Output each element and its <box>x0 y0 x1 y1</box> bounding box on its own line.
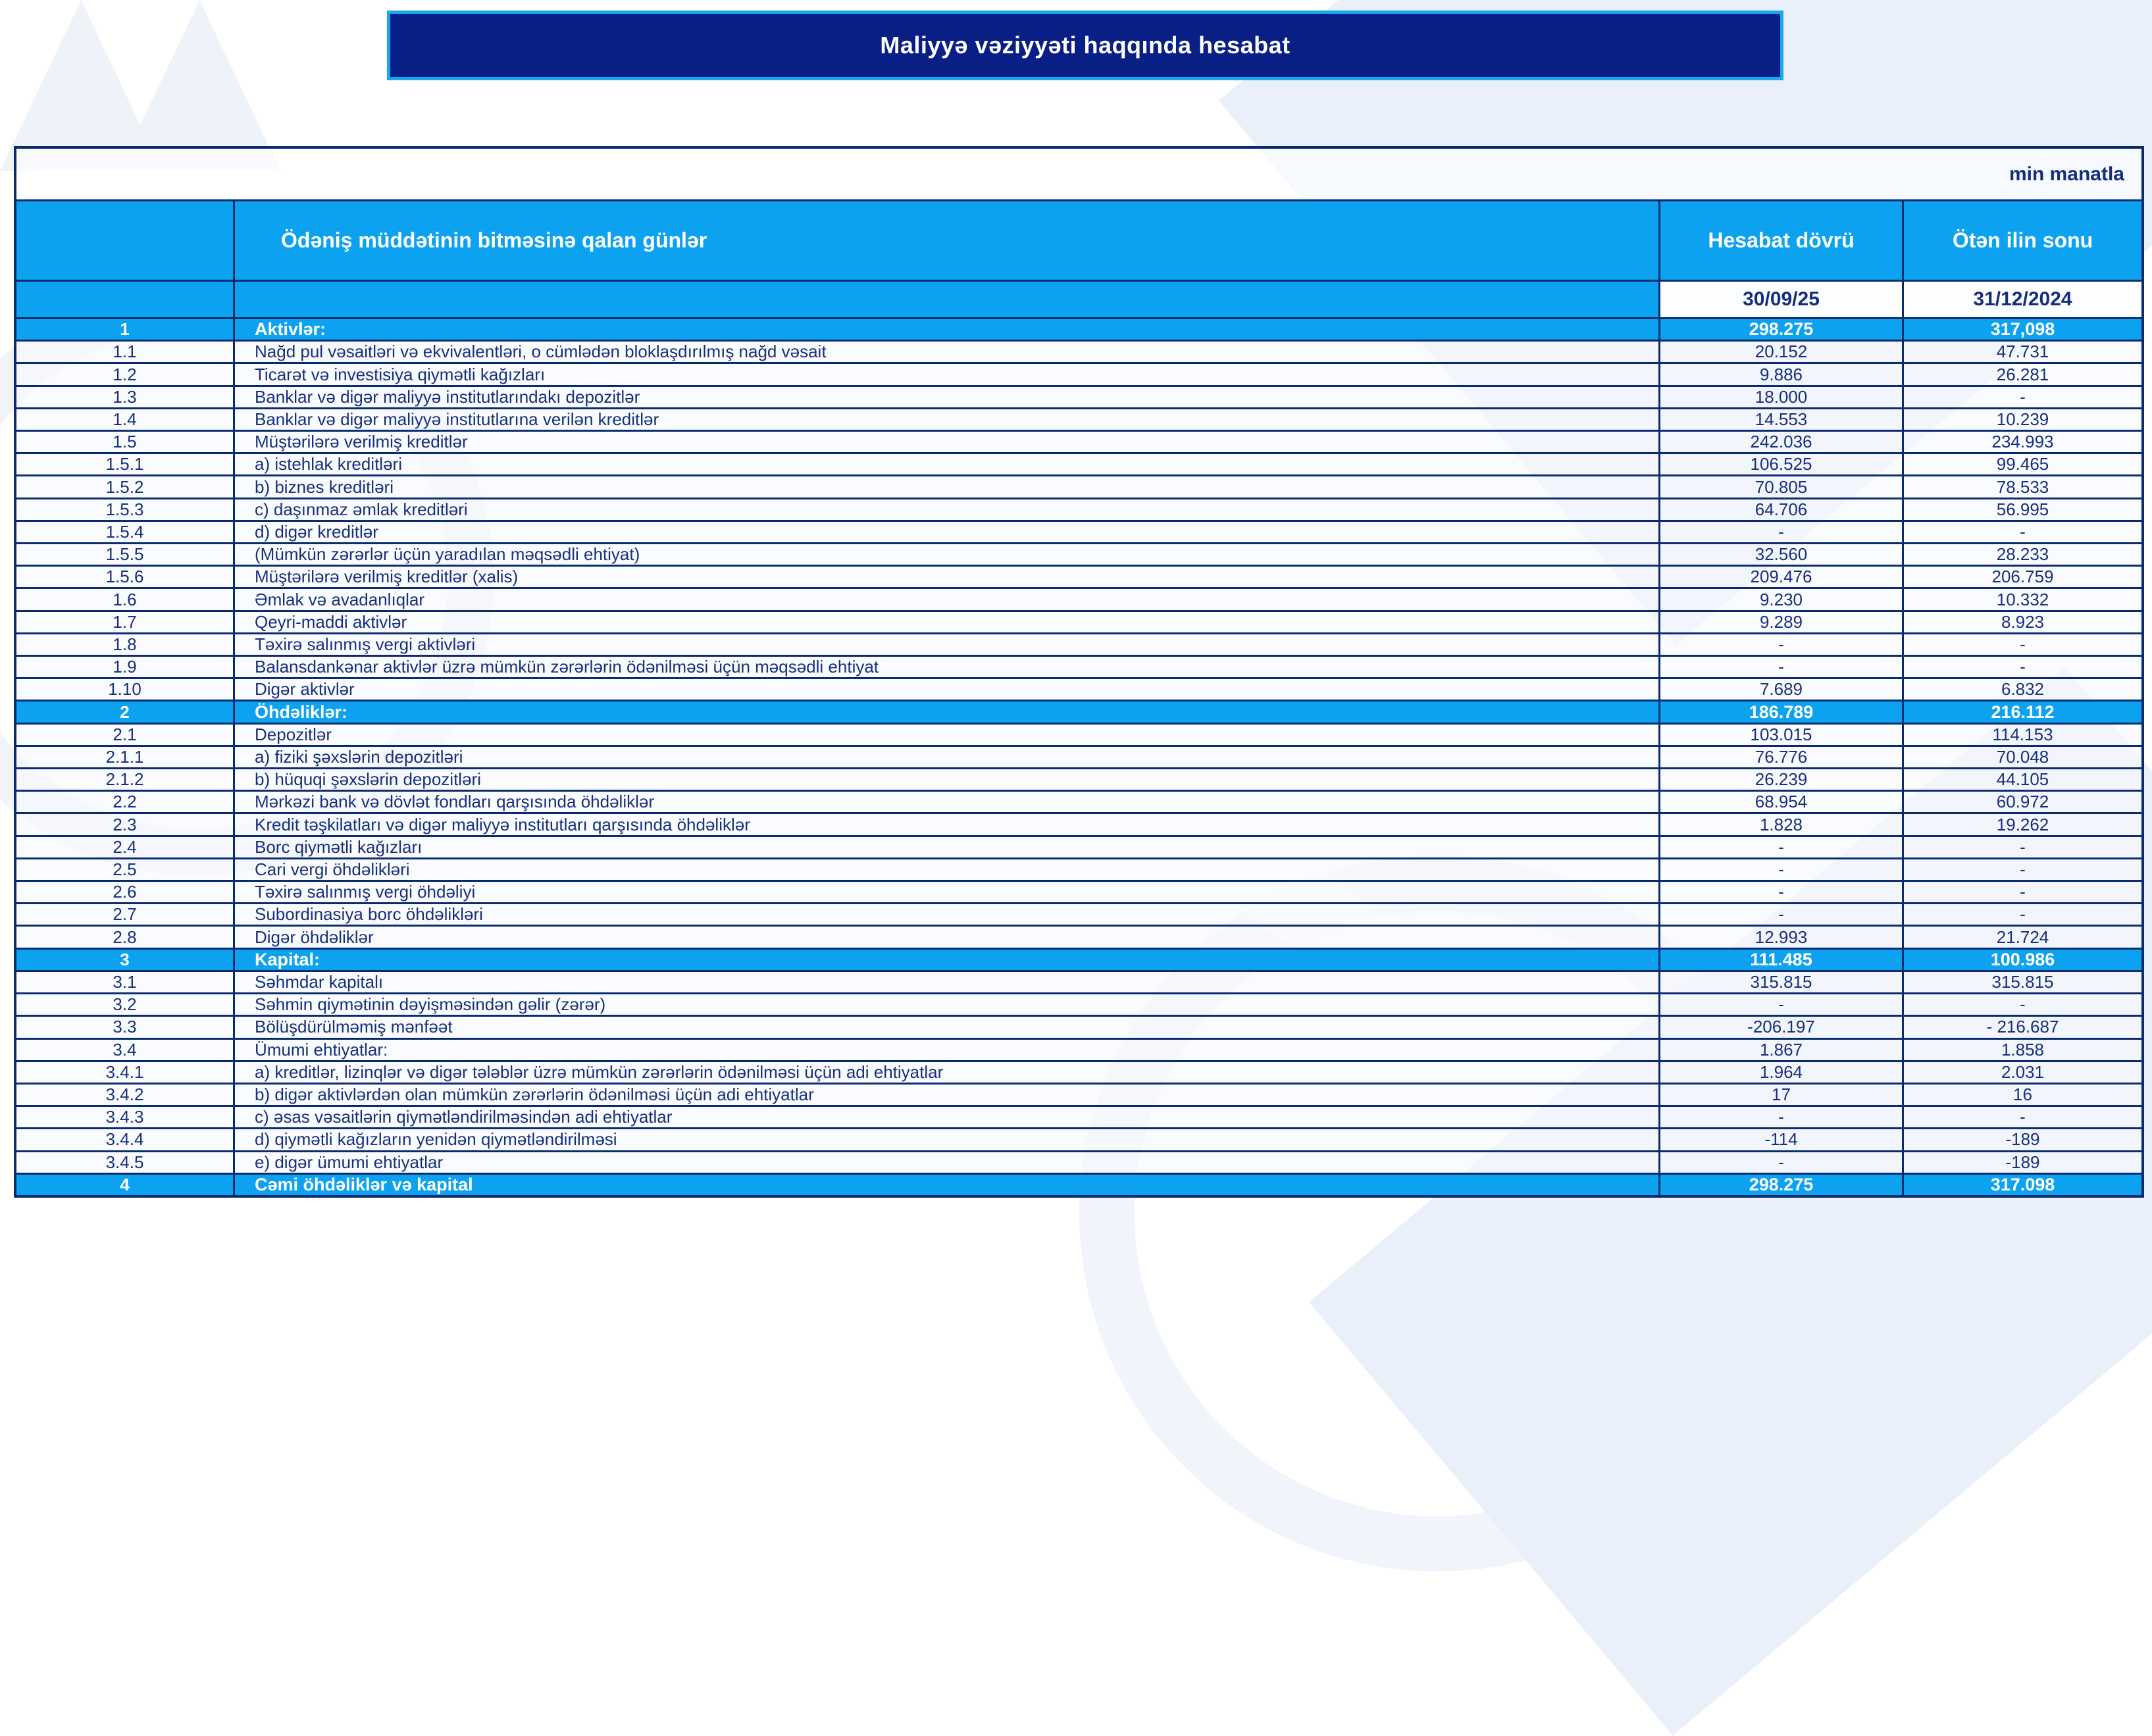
row-number: 3.4.2 <box>16 1085 233 1105</box>
row-number: 1.5.6 <box>16 567 233 587</box>
row-label: Subordinasiya borc öhdəlikləri <box>233 904 1658 925</box>
row-label: e) digər ümumi ehtiyatlar <box>233 1152 1658 1173</box>
table-row <box>16 970 2141 992</box>
row-current-value: - <box>1658 657 1902 677</box>
row-previous-value: 317,098 <box>1902 319 2141 340</box>
table-row <box>16 902 2141 925</box>
row-number: 3.4.3 <box>16 1107 233 1127</box>
row-current-value: - <box>1658 904 1902 925</box>
date-current: 30/09/25 <box>1658 282 1902 317</box>
unit-note-row <box>16 149 2141 199</box>
row-label: a) kreditlər, lizinqlər və digər tələblər üzrə mümkün zərərlərin ödənilməsi üçün adi ehtiyatlar <box>233 1062 1658 1083</box>
table-row <box>16 790 2141 812</box>
row-number: 3.2 <box>16 994 233 1015</box>
row-current-value: - <box>1658 882 1902 902</box>
table-row <box>16 925 2141 947</box>
row-number: 1.1 <box>16 342 233 362</box>
row-previous-value: - <box>1902 657 2141 677</box>
row-previous-value: - <box>1902 837 2141 857</box>
row-number: 2.8 <box>16 927 233 947</box>
row-previous-value: 114.153 <box>1902 725 2141 745</box>
row-current-value: - <box>1658 522 1902 542</box>
row-previous-value: - <box>1902 634 2141 655</box>
header-cell-prior-year-end: Ötən ilin sonu <box>1902 201 2141 280</box>
row-label: Müştərilərə verilmiş kreditlər (xalis) <box>233 567 1658 587</box>
row-number: 3.4.4 <box>16 1129 233 1150</box>
row-number: 1.5.4 <box>16 522 233 542</box>
row-previous-value: 10.239 <box>1902 409 2141 430</box>
row-previous-value: - <box>1902 994 2141 1015</box>
table-row <box>16 407 2141 430</box>
row-current-value: 1.867 <box>1658 1040 1902 1060</box>
row-number: 3.4.5 <box>16 1152 233 1173</box>
row-label: Cəmi öhdəliklər və kapital <box>233 1175 1658 1195</box>
row-previous-value: 100.986 <box>1902 950 2141 970</box>
row-number: 2.6 <box>16 882 233 902</box>
row-previous-value: 234.993 <box>1902 432 2141 452</box>
row-label: Kredit təşkilatları və digər maliyyə institutları qarşısında öhdəliklər <box>233 814 1658 834</box>
row-label: Banklar və digər maliyyə institutlarındakı depozitlər <box>233 387 1658 407</box>
row-previous-value: -189 <box>1902 1152 2141 1173</box>
table-row <box>16 1015 2141 1037</box>
table-row <box>16 340 2141 362</box>
row-label: Banklar və digər maliyyə institutlarına verilən kreditlər <box>233 409 1658 430</box>
table-row <box>16 610 2141 632</box>
unit-note: min manatla <box>2009 163 2124 185</box>
table-row <box>16 542 2141 565</box>
row-current-value: 103.015 <box>1658 725 1902 745</box>
row-current-value: -114 <box>1658 1129 1902 1150</box>
row-label: c) daşınmaz əmlak kreditləri <box>233 499 1658 520</box>
row-previous-value: -189 <box>1902 1129 2141 1150</box>
row-current-value: 111.485 <box>1658 950 1902 970</box>
row-number: 3.4 <box>16 1040 233 1060</box>
table-row <box>16 1173 2141 1195</box>
table-row <box>16 520 2141 542</box>
row-current-value: 298.275 <box>1658 319 1902 340</box>
row-previous-value: 216.112 <box>1902 702 2141 722</box>
date-cell-empty <box>233 282 1658 317</box>
row-label: Depozitlər <box>233 725 1658 745</box>
row-current-value: 64.706 <box>1658 499 1902 520</box>
row-previous-value: - 216.687 <box>1902 1017 2141 1037</box>
row-current-value: 7.689 <box>1658 679 1902 700</box>
row-number: 2.7 <box>16 904 233 925</box>
row-number: 1.4 <box>16 409 233 430</box>
row-number: 4 <box>16 1175 233 1195</box>
table-row <box>16 430 2141 452</box>
row-label: Öhdəliklər: <box>233 702 1658 722</box>
row-number: 2.1 <box>16 725 233 745</box>
row-label: Borc qiymətli kağızları <box>233 837 1658 857</box>
row-label: b) biznes kreditləri <box>233 476 1658 497</box>
row-previous-value: 19.262 <box>1902 814 2141 834</box>
row-previous-value: 1.858 <box>1902 1040 2141 1060</box>
row-previous-value: - <box>1902 522 2141 542</box>
row-number: 3.4.1 <box>16 1062 233 1083</box>
row-current-value: 1.828 <box>1658 814 1902 834</box>
table-row <box>16 1038 2141 1060</box>
row-current-value: 209.476 <box>1658 567 1902 587</box>
row-previous-value: 8.923 <box>1902 612 2141 632</box>
row-number: 1.9 <box>16 657 233 677</box>
row-current-value: - <box>1658 634 1902 655</box>
table-row <box>16 474 2141 497</box>
row-label: Ticarət və investisiya qiymətli kağızları <box>233 364 1658 384</box>
row-number: 1.5.1 <box>16 454 233 474</box>
row-number: 1.5 <box>16 432 233 452</box>
table-row <box>16 498 2141 520</box>
row-number: 1.3 <box>16 387 233 407</box>
table-row <box>16 1083 2141 1105</box>
row-current-value: 26.239 <box>1658 769 1902 790</box>
row-number: 1.2 <box>16 364 233 384</box>
row-current-value: 17 <box>1658 1085 1902 1105</box>
row-current-value: - <box>1658 1152 1902 1173</box>
row-number: 1.8 <box>16 634 233 655</box>
row-number: 1.5.3 <box>16 499 233 520</box>
row-current-value: 186.789 <box>1658 702 1902 722</box>
table-row <box>16 587 2141 609</box>
row-label: d) qiymətli kağızların yenidən qiymətləndirilməsi <box>233 1129 1658 1150</box>
header-cell-maturity: Ödəniş müddətinin bitməsinə qalan günlər <box>233 201 1658 280</box>
row-previous-value: 28.233 <box>1902 544 2141 565</box>
row-previous-value: 44.105 <box>1902 769 2141 790</box>
date-previous: 31/12/2024 <box>1902 282 2141 317</box>
row-label: Səhmdar kapitalı <box>233 972 1658 992</box>
row-number: 1.10 <box>16 679 233 700</box>
row-current-value: - <box>1658 994 1902 1015</box>
row-previous-value: 78.533 <box>1902 476 2141 497</box>
table-row <box>16 317 2141 340</box>
row-current-value: 1.964 <box>1658 1062 1902 1083</box>
row-current-value: 242.036 <box>1658 432 1902 452</box>
report-title-bar <box>387 11 1783 80</box>
table-row <box>16 880 2141 902</box>
table-row <box>16 700 2141 722</box>
row-previous-value: - <box>1902 882 2141 902</box>
row-label: Təxirə salınmış vergi öhdəliyi <box>233 882 1658 902</box>
row-previous-value: - <box>1902 1107 2141 1127</box>
row-number: 3 <box>16 950 233 970</box>
row-current-value: 20.152 <box>1658 342 1902 362</box>
row-previous-value: - <box>1902 859 2141 880</box>
row-label: Digər öhdəliklər <box>233 927 1658 947</box>
row-number: 2.2 <box>16 792 233 812</box>
table-row <box>16 632 2141 655</box>
table-row <box>16 992 2141 1015</box>
row-number: 1.6 <box>16 589 233 609</box>
row-current-value: 106.525 <box>1658 454 1902 474</box>
table-row <box>16 1150 2141 1173</box>
table-row <box>16 948 2141 970</box>
row-number: 2.1.2 <box>16 769 233 790</box>
row-label: Cari vergi öhdəlikləri <box>233 859 1658 880</box>
row-current-value: 32.560 <box>1658 544 1902 565</box>
row-number: 2.3 <box>16 814 233 834</box>
table-row <box>16 857 2141 880</box>
row-current-value: 18.000 <box>1658 387 1902 407</box>
row-label: Mərkəzi bank və dövlət fondları qarşısında öhdəliklər <box>233 792 1658 812</box>
row-number: 2.4 <box>16 837 233 857</box>
table-row <box>16 1105 2141 1127</box>
row-previous-value: 56.995 <box>1902 499 2141 520</box>
row-label: (Mümkün zərərlər üçün yaradılan məqsədli ehtiyat) <box>233 544 1658 565</box>
table-row <box>16 385 2141 407</box>
row-number: 2.5 <box>16 859 233 880</box>
row-previous-value: - <box>1902 387 2141 407</box>
date-cell-empty <box>16 282 233 317</box>
row-current-value: - <box>1658 859 1902 880</box>
row-previous-value: 60.972 <box>1902 792 2141 812</box>
table-row <box>16 362 2141 384</box>
row-current-value: 9.230 <box>1658 589 1902 609</box>
row-label: Səhmin qiymətinin dəyişməsindən gəlir (zərər) <box>233 994 1658 1015</box>
row-label: Aktivlər: <box>233 319 1658 340</box>
row-previous-value: 206.759 <box>1902 567 2141 587</box>
row-number: 3.3 <box>16 1017 233 1037</box>
row-number: 3.1 <box>16 972 233 992</box>
report-title: Maliyyə vəziyyəti haqqında hesabat <box>880 32 1291 59</box>
row-previous-value: 317.098 <box>1902 1175 2141 1195</box>
row-previous-value: 10.332 <box>1902 589 2141 609</box>
row-previous-value: 315.815 <box>1902 972 2141 992</box>
row-current-value: -206.197 <box>1658 1017 1902 1037</box>
row-previous-value: 26.281 <box>1902 364 2141 384</box>
header-cell-reporting-period: Hesabat dövrü <box>1658 201 1902 280</box>
row-number: 1.5.5 <box>16 544 233 565</box>
table-row <box>16 1060 2141 1083</box>
table-row <box>16 723 2141 745</box>
row-current-value: 9.289 <box>1658 612 1902 632</box>
table-row <box>16 812 2141 834</box>
row-label: Kapital: <box>233 950 1658 970</box>
row-previous-value: 99.465 <box>1902 454 2141 474</box>
table-row <box>16 745 2141 767</box>
row-current-value: 12.993 <box>1658 927 1902 947</box>
table-date-row <box>16 280 2141 317</box>
row-current-value: 9.886 <box>1658 364 1902 384</box>
row-label: Əmlak və avadanlıqlar <box>233 589 1658 609</box>
row-current-value: 76.776 <box>1658 747 1902 767</box>
row-previous-value: - <box>1902 904 2141 925</box>
table-row <box>16 677 2141 700</box>
table-row <box>16 655 2141 677</box>
row-number: 2.1.1 <box>16 747 233 767</box>
row-number: 2 <box>16 702 233 722</box>
row-label: b) hüquqi şəxslərin depozitləri <box>233 769 1658 790</box>
row-current-value: - <box>1658 837 1902 857</box>
row-number: 1.5.2 <box>16 476 233 497</box>
row-label: Ümumi ehtiyatlar: <box>233 1040 1658 1060</box>
table-header-row <box>16 199 2141 280</box>
row-label: Qeyri-maddi aktivlər <box>233 612 1658 632</box>
table-row <box>16 1127 2141 1150</box>
table-body <box>16 317 2141 1195</box>
table-row <box>16 835 2141 857</box>
row-label: b) digər aktivlərdən olan mümkün zərərlərin ödənilməsi üçün adi ehtiyatlar <box>233 1085 1658 1105</box>
row-current-value: 68.954 <box>1658 792 1902 812</box>
row-label: Balansdankənar aktivlər üzrə mümkün zərərlərin ödənilməsi üçün məqsədli ehtiyat <box>233 657 1658 677</box>
row-label: Digər aktivlər <box>233 679 1658 700</box>
row-label: d) digər kreditlər <box>233 522 1658 542</box>
row-previous-value: 47.731 <box>1902 342 2141 362</box>
row-current-value: 14.553 <box>1658 409 1902 430</box>
row-label: Nağd pul vəsaitləri və ekvivalentləri, o cümlədən bloklaşdırılmış nağd vəsait <box>233 342 1658 362</box>
row-label: Təxirə salınmış vergi aktivləri <box>233 634 1658 655</box>
row-current-value: 315.815 <box>1658 972 1902 992</box>
row-current-value: - <box>1658 1107 1902 1127</box>
row-previous-value: 70.048 <box>1902 747 2141 767</box>
row-previous-value: 6.832 <box>1902 679 2141 700</box>
row-label: a) fiziki şəxslərin depozitləri <box>233 747 1658 767</box>
row-label: a) istehlak kreditləri <box>233 454 1658 474</box>
row-label: Bölüşdürülməmiş mənfəət <box>233 1017 1658 1037</box>
row-previous-value: 2.031 <box>1902 1062 2141 1083</box>
row-current-value: 298.275 <box>1658 1175 1902 1195</box>
header-cell-empty <box>16 201 233 280</box>
table-row <box>16 452 2141 474</box>
row-label: c) əsas vəsaitlərin qiymətləndirilməsindən adi ehtiyatlar <box>233 1107 1658 1127</box>
row-label: Müştərilərə verilmiş kreditlər <box>233 432 1658 452</box>
table-row <box>16 565 2141 587</box>
row-previous-value: 16 <box>1902 1085 2141 1105</box>
table-row <box>16 767 2141 790</box>
row-previous-value: 21.724 <box>1902 927 2141 947</box>
row-number: 1.7 <box>16 612 233 632</box>
financial-statement-table <box>14 146 2144 1198</box>
row-number: 1 <box>16 319 233 340</box>
row-current-value: 70.805 <box>1658 476 1902 497</box>
